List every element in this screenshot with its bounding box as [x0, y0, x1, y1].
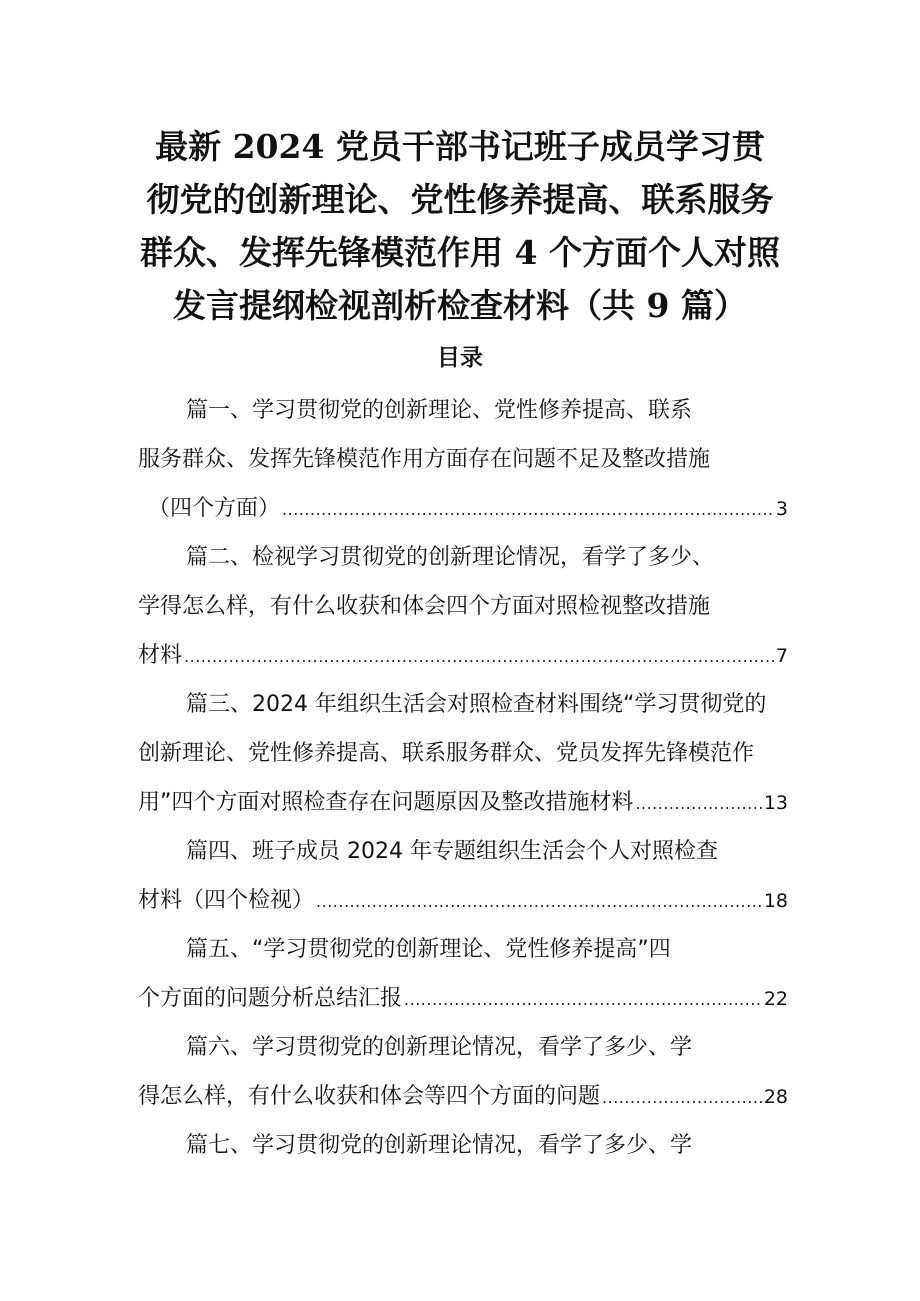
toc-entry-6[interactable]: [138, 1023, 788, 1121]
toc-entry-line: 用”四个方面对照检查存在问题原因及整改措施材料: [138, 790, 634, 815]
toc-entry-1[interactable]: [138, 386, 788, 533]
table-of-contents: [138, 386, 788, 1170]
toc-page-number: 28: [763, 1086, 788, 1108]
toc-entry-line: 篇六、学习贯彻党的创新理论情况，看学了多少、学: [186, 1035, 693, 1060]
toc-entry-last-line: [138, 876, 788, 925]
toc-page-number: 3: [775, 498, 788, 520]
toc-entry-line: 学得怎么样，有什么收获和体会四个方面对照检视整改措施: [138, 594, 711, 619]
dot-leader: [404, 975, 762, 1023]
document-title: 最新 2024 党员干部书记班子成员学习贯彻党的创新理论、党性修养提高、联系服务群众、发挥先锋模范作用 4 个方面个人对照发言提纲检视剖析检查材料（共 9 篇）: [140, 127, 780, 325]
toc-entry-3[interactable]: [138, 680, 788, 827]
toc-entry-7[interactable]: [138, 1121, 788, 1170]
toc-entry-2[interactable]: [138, 533, 788, 680]
toc-entry-line: 篇七、学习贯彻党的创新理论情况，看学了多少、学: [186, 1133, 693, 1158]
toc-page-number: 22: [763, 988, 788, 1010]
toc-entry-line: 材料: [138, 643, 183, 668]
toc-entry-line: 篇二、检视学习贯彻党的创新理论情况，看学了多少、: [186, 545, 715, 570]
toc-heading: 目录: [437, 345, 483, 371]
dot-leader: [635, 779, 761, 827]
toc-entry-last-line: [138, 631, 788, 680]
toc-entry-last-line: [138, 778, 788, 827]
toc-entry-line: 创新理论、党性修养提高、联系服务群众、党员发挥先锋模范作: [138, 741, 755, 766]
toc-page-number: 13: [763, 792, 788, 814]
toc-entry-5[interactable]: [138, 925, 788, 1023]
dot-leader: [316, 877, 762, 925]
toc-entry-line: 篇四、班子成员 2024 年专题组织生活会个人对照检查: [186, 839, 718, 864]
toc-page-number: 7: [775, 645, 788, 667]
toc-entry-last-line: [138, 974, 788, 1023]
toc-entry-line: 篇三、2024 年组织生活会对照检查材料围绕“学习贯彻党的: [186, 692, 767, 717]
toc-entry-last-line: [138, 1072, 788, 1121]
toc-entry-line: （四个方面）: [148, 496, 281, 521]
toc-entry-line: 服务群众、发挥先锋模范作用方面存在问题不足及整改措施: [138, 447, 711, 472]
toc-entry-line: 篇五、“学习贯彻党的创新理论、党性修养提高”四: [186, 937, 671, 962]
toc-entry-4[interactable]: [138, 827, 788, 925]
toc-page-number: 18: [763, 890, 788, 912]
dot-leader: [282, 485, 774, 533]
toc-entry-line: 篇一、学习贯彻党的创新理论、党性修养提高、联系: [186, 398, 693, 423]
toc-entry-last-line: [138, 484, 788, 533]
dot-leader: [602, 1073, 762, 1121]
toc-entry-line: 个方面的问题分析总结汇报: [138, 986, 403, 1011]
toc-entry-line: 材料（四个检视）: [138, 888, 315, 913]
dot-leader: [184, 632, 774, 680]
toc-entry-line: 得怎么样，有什么收获和体会等四个方面的问题: [138, 1084, 601, 1109]
